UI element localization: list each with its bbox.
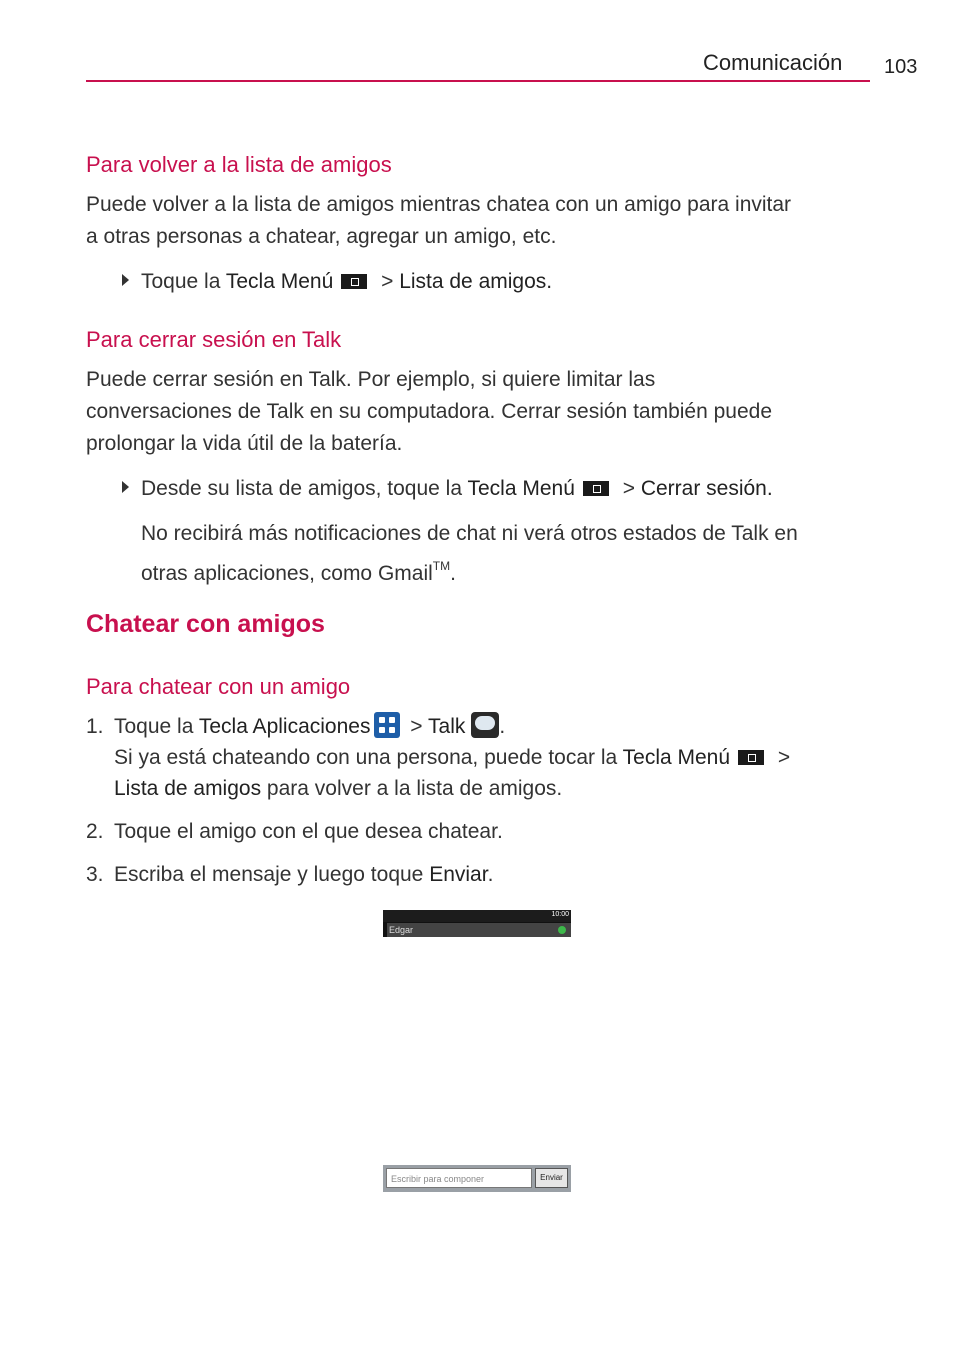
bullet-arrow-icon (122, 481, 129, 493)
step-number: 1. (86, 715, 104, 738)
bullet-arrow-icon (122, 274, 129, 286)
trademark-mark: TM (432, 559, 451, 573)
paragraph-line: Puede volver a la lista de amigos mientras chatea con un amigo para invitar (86, 193, 792, 216)
status-bar (383, 910, 571, 922)
friends-list-label: Lista de amigos (114, 777, 262, 800)
menu-key-label: Tecla Menú (622, 746, 731, 769)
menu-key-icon (583, 481, 609, 496)
send-button[interactable]: Enviar (535, 1168, 568, 1188)
separator: > (375, 270, 400, 293)
bullet-sign-out (122, 474, 773, 504)
step-number: 3. (86, 863, 104, 886)
chat-screenshot-header (383, 910, 571, 937)
section-title-chat-friends: Chatear con amigos (86, 610, 325, 638)
heading-sign-out-talk: Para cerrar sesión en Talk (86, 327, 342, 352)
chat-screenshot-compose (383, 1165, 571, 1192)
note-line: No recibirá más notificaciones de chat ni verá otros estados de Talk en (141, 522, 798, 545)
talk-app-icon (471, 712, 499, 738)
note-line: otras aplicaciones, como Gmail™. (141, 559, 456, 585)
apps-key-label: Tecla Aplicaciones (198, 715, 371, 738)
paragraph-line: Puede cerrar sesión en Talk. Por ejemplo, si quiere limitar las (86, 368, 656, 391)
paragraph-sign-out-talk (86, 364, 876, 460)
page-number: 103 (884, 56, 918, 78)
apps-grid-icon (374, 712, 400, 738)
bullet-return-friends-list (122, 267, 552, 297)
header-rule (86, 80, 870, 82)
menu-key-icon (341, 274, 367, 289)
step-number: 2. (86, 820, 104, 843)
send-label: Enviar (429, 863, 488, 886)
separator: > (616, 477, 641, 500)
online-status-icon (558, 926, 566, 934)
friends-list-label: Lista de amigos. (399, 270, 553, 293)
contact-name: Edgar (387, 923, 571, 937)
paragraph-line: prolongar la vida útil de la batería. (86, 432, 403, 455)
talk-label: Talk (428, 715, 466, 738)
compose-input[interactable]: Escribir para componer (386, 1168, 532, 1188)
menu-key-label: Tecla Menú (225, 270, 334, 293)
running-header-section: Comunicación (703, 50, 843, 75)
paragraph-line: conversaciones de Talk en su computadora. Cerrar sesión también puede (86, 400, 773, 423)
status-time: 10:00 (551, 911, 569, 918)
menu-key-label: Tecla Menú (467, 477, 575, 500)
sign-out-label: Cerrar sesión. (640, 477, 773, 500)
note-sign-out (141, 518, 881, 590)
bullet-text: Desde su lista de amigos, toque la (141, 477, 468, 500)
paragraph-return-friends-list (86, 189, 876, 253)
paragraph-line: a otras personas a chatear, agregar un amigo, etc. (86, 225, 557, 248)
bullet-text: Toque la (141, 270, 226, 293)
heading-return-friends-list: Para volver a la lista de amigos (86, 152, 392, 177)
step-2: 2. Toque el amigo con el que desea chatear. (86, 817, 503, 847)
heading-chat-with-friend: Para chatear con un amigo (86, 674, 351, 699)
step-1: 1. Toque la Tecla Aplicaciones > Talk . Si ya está chateando con una persona, puede tocar la Tecla Menú > Lista de amigos para volver a la lista de amigos. (86, 711, 876, 804)
step-3: 3. Escriba el mensaje y luego toque Enviar. (86, 860, 493, 890)
menu-key-icon (738, 750, 764, 765)
